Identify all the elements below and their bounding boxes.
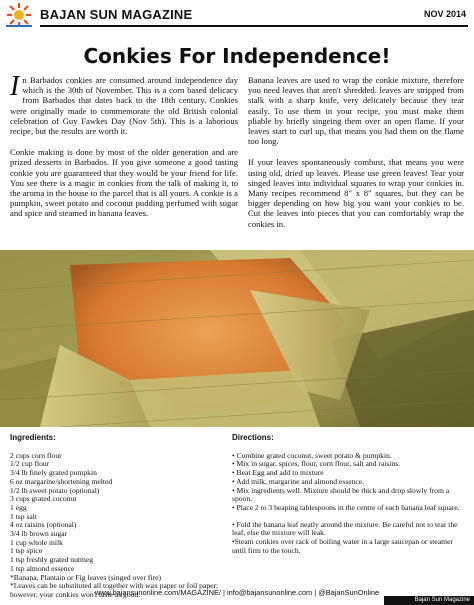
article-title: Conkies For Independence! [83,44,391,68]
directions-section [232,434,464,555]
article-column-right [248,75,464,240]
ingredient-item: 6 oz margarine/shortening melted [10,476,113,486]
ingredient-item: 4 oz raisins (optional) [10,520,77,530]
header-rule [40,25,468,27]
issue-date: NOV 2014 [423,9,466,19]
ingredient-item: 1 egg [10,502,27,512]
footer-tag: Bajan Sun Magazine [384,596,474,605]
ingredient-item: 1 tsp salt [10,511,38,521]
ingredient-item: 3 cups grated coconut [10,494,77,504]
ingredient-item: 3/4 lb finely grated pumpkin [10,468,97,478]
conkie-photo [0,250,474,427]
ingredient-item: 1/2 cup flour [10,459,50,469]
intro-paragraph: In Barbados conkies are consumed around independence day which is the 30th of November. This is a corn based delicacy from Barbados that dates back to the 18th century. Conkies were originally made to commemorate the old British colonial celebration of Guy Fawkes Day (Nov 5th). This is a laborious recipe, but the results are worth it. [10,71,238,137]
article-column-left [10,71,238,230]
ingredient-item: 3/4 lb brown sugar [10,529,68,539]
conkie-paragraph: Conkie making is done by most of the older generation and are prized desserts in Barbados. If you give someone a good tasting conkie you are guaranteed that they would be your friend for life. You see there is a magic in conkies from the talk of making it, to the aroma in the house to the parcel that is all yours. A conkie is a pumpkin, sweet potato and coconut pudding perfumed with sugar and spice and steamed in banana leaves. [10,147,238,219]
sun-logo-icon [4,2,34,28]
banana-leaf-paragraph: Banana leaves are used to wrap the conkie mixture, therefore you need leaves that aren't shredded. leaves are stripped from stalk with a sharp knife, very delicately because they tear easily. To use them in your recipe, you must make them pliable by briefly singeing them over an open flame. If your leaves start to curl up, that means you had them on the flame too long. [248,75,464,147]
ingredient-note: *Banana, Plantain or Fig leaves (singed over fire) [10,572,161,582]
ingredient-item: 1/2 lb sweet potato (optional) [10,485,100,495]
direction-step: • Beat Egg and add to mixture [232,468,324,478]
conkie-photo-illustration [0,250,474,427]
leaf-tips-paragraph: If your leaves spontaneously combust, that means you were using old, dried up leaves. Please use green leaves! Tear your singed leaves into individual squares to wrap your conkies in. Many recipes recommend 8" x 8" squares, but they can be bigger depending on how big you want your conkies to be. Cut the leaves into pieces that you can comfortably wrap the conkies in. [248,157,464,229]
direction-step: • Place 2 to 3 heaping tablespoons in the centre of each banana leaf square. [232,502,460,512]
ingredient-item: 1 tsp freshly grated nutmeg [10,555,94,565]
ingredients-section [10,434,220,600]
directions-heading: Directions: [232,433,274,442]
ingredient-item: 1 tsp almond essence [10,563,75,573]
drop-cap: I [10,71,20,102]
direction-step: •Steam conkies over rack of boiling water in a large saucepan or steamer until firm to the touch. [232,537,453,555]
magazine-name: BAJAN SUN MAGAZINE [40,7,193,22]
direction-step: • Fold the banana leaf neatly around the mixture. Be careful not to tear the leaf, else the mixture will leak. [232,519,458,538]
direction-step: • Mix ingredients well. Mixture should be thick and drop slowly from a spoon. [232,485,450,504]
direction-step: • Mix in sugar, spices, flour, corn flour, salt and raisins. [232,459,401,469]
ingredient-item: 1 cup whole milk [10,537,63,547]
masthead [0,0,474,30]
ingredient-note: *Leaves can be substituted all together with wax paper or foil paper; however, your conkies won't taste as good. [10,581,219,599]
ingredient-item: 2 cups corn flour [10,450,62,460]
direction-step: • Combine grated coconut, sweet potato & pumpkin. [232,450,392,460]
footer-links: www.bajansunonline.com/MAGAZINE/ | info@bajansunonline.com | @BajanSunOnline [94,588,380,597]
ingredients-heading: Ingredients: [10,433,56,442]
ingredient-item: 1 tsp spice [10,546,43,556]
direction-step: • Add milk, margarine and almond essence. [232,476,365,486]
